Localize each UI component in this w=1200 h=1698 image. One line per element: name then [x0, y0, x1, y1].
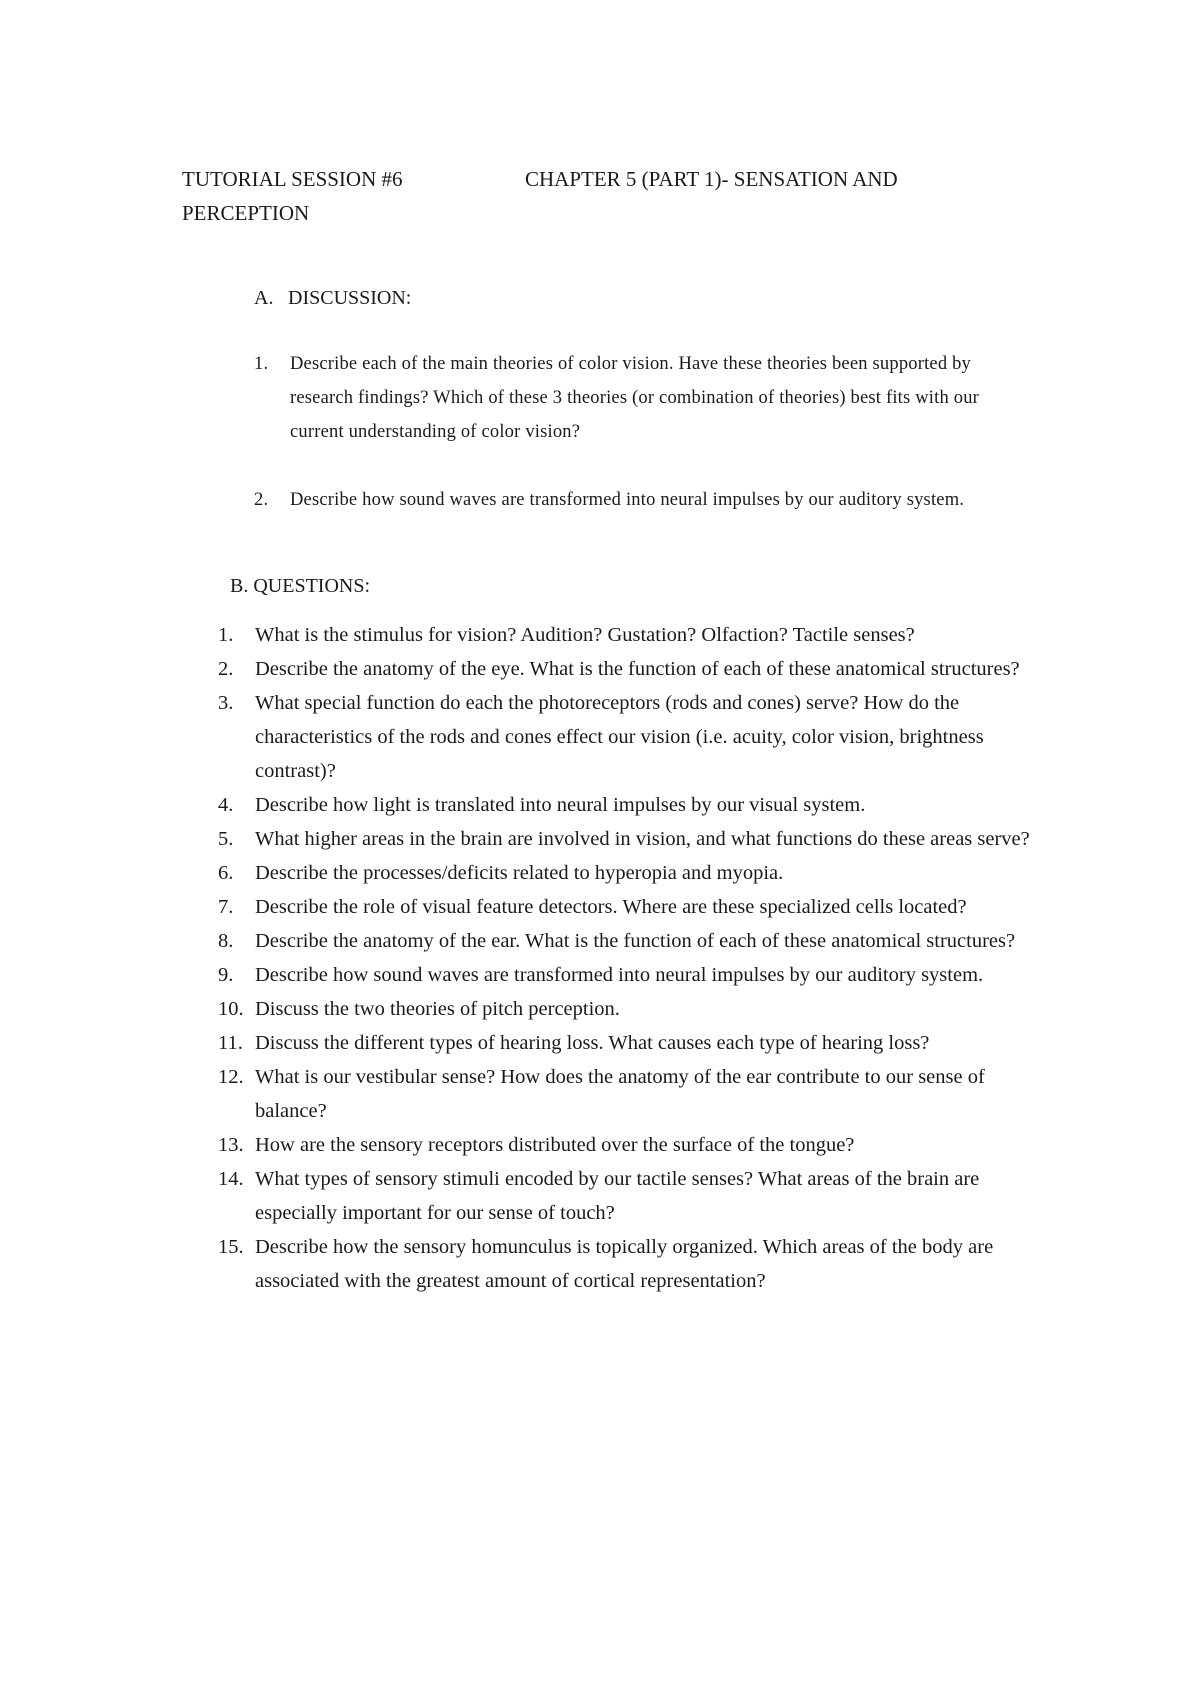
question-item [218, 822, 1038, 856]
question-number: 9. [218, 964, 234, 986]
question-number: 3. [218, 692, 234, 714]
chapter-title-continued: PERCEPTION [182, 201, 310, 225]
question-item [218, 856, 1038, 890]
question-text: What is our vestibular sense? How does the anatomy of the ear contribute to our sense of balance? [255, 1066, 985, 1122]
question-item [218, 686, 1038, 788]
document-header [182, 162, 982, 230]
question-number: 8. [218, 930, 234, 952]
question-item [218, 992, 1038, 1026]
question-text: What higher areas in the brain are involved in vision, and what functions do these areas serve? [255, 828, 1030, 850]
question-number: 7. [218, 896, 234, 918]
discussion-item-number: 2. [254, 490, 269, 510]
question-item [218, 652, 1038, 686]
discussion-heading-letter: A. [254, 287, 274, 309]
question-number: 15. [218, 1236, 244, 1258]
question-item [218, 1230, 1038, 1298]
questions-heading: B. QUESTIONS: [230, 575, 371, 597]
question-text: Describe the processes/deficits related to hyperopia and myopia. [255, 862, 784, 884]
chapter-title: CHAPTER 5 (PART 1)- SENSATION AND [525, 167, 898, 191]
question-number: 10. [218, 998, 244, 1020]
question-text: What types of sensory stimuli encoded by our tactile senses? What areas of the brain are especially important for our sense of touch? [255, 1168, 980, 1224]
discussion-item [254, 483, 1034, 517]
question-item [218, 1162, 1038, 1230]
session-title: TUTORIAL SESSION #6 [182, 167, 403, 191]
discussion-item-text: Describe each of the main theories of color vision. Have these theories been supported by research findings? Which of these 3 theories (or combination of theories) best fits with our current understanding of color vision? [290, 354, 980, 442]
question-item [218, 924, 1038, 958]
question-text: Describe the role of visual feature detectors. Where are these specialized cells located? [255, 896, 967, 918]
question-text: Describe the anatomy of the eye. What is the function of each of these anatomical structures? [255, 658, 1020, 680]
discussion-item-number: 1. [254, 354, 269, 374]
question-text: Describe how the sensory homunculus is topically organized. Which areas of the body are associated with the greatest amount of cortical representation? [255, 1236, 994, 1292]
question-number: 4. [218, 794, 234, 816]
question-item [218, 1026, 1038, 1060]
discussion-heading-title: DISCUSSION: [288, 287, 412, 309]
question-item [218, 890, 1038, 924]
discussion-heading [254, 283, 411, 313]
question-text: What special function do each the photoreceptors (rods and cones) serve? How do the characteristics of the rods and cones effect our vision (i.e. acuity, color vision, brightness contrast)? [255, 692, 984, 782]
question-number: 5. [218, 828, 234, 850]
question-text: Discuss the two theories of pitch perception. [255, 998, 620, 1020]
question-number: 6. [218, 862, 234, 884]
discussion-item [254, 347, 1034, 449]
question-number: 11. [218, 1032, 243, 1054]
question-text: What is the stimulus for vision? Audition? Gustation? Olfaction? Tactile senses? [255, 624, 915, 646]
question-text: Describe how light is translated into neural impulses by our visual system. [255, 794, 866, 816]
discussion-item-text: Describe how sound waves are transformed into neural impulses by our auditory system. [290, 490, 965, 510]
question-item [218, 788, 1038, 822]
question-item [218, 618, 1038, 652]
question-number: 14. [218, 1168, 244, 1190]
question-item [218, 1060, 1038, 1128]
question-text: Describe how sound waves are transformed into neural impulses by our auditory system. [255, 964, 984, 986]
question-number: 12. [218, 1066, 244, 1088]
question-number: 13. [218, 1134, 244, 1156]
questions-list [218, 618, 1038, 1298]
question-text: How are the sensory receptors distributed over the surface of the tongue? [255, 1134, 855, 1156]
question-item [218, 1128, 1038, 1162]
question-number: 2. [218, 658, 234, 680]
question-item [218, 958, 1038, 992]
question-text: Discuss the different types of hearing loss. What causes each type of hearing loss? [255, 1032, 930, 1054]
question-text: Describe the anatomy of the ear. What is the function of each of these anatomical structures? [255, 930, 1016, 952]
question-number: 1. [218, 624, 234, 646]
